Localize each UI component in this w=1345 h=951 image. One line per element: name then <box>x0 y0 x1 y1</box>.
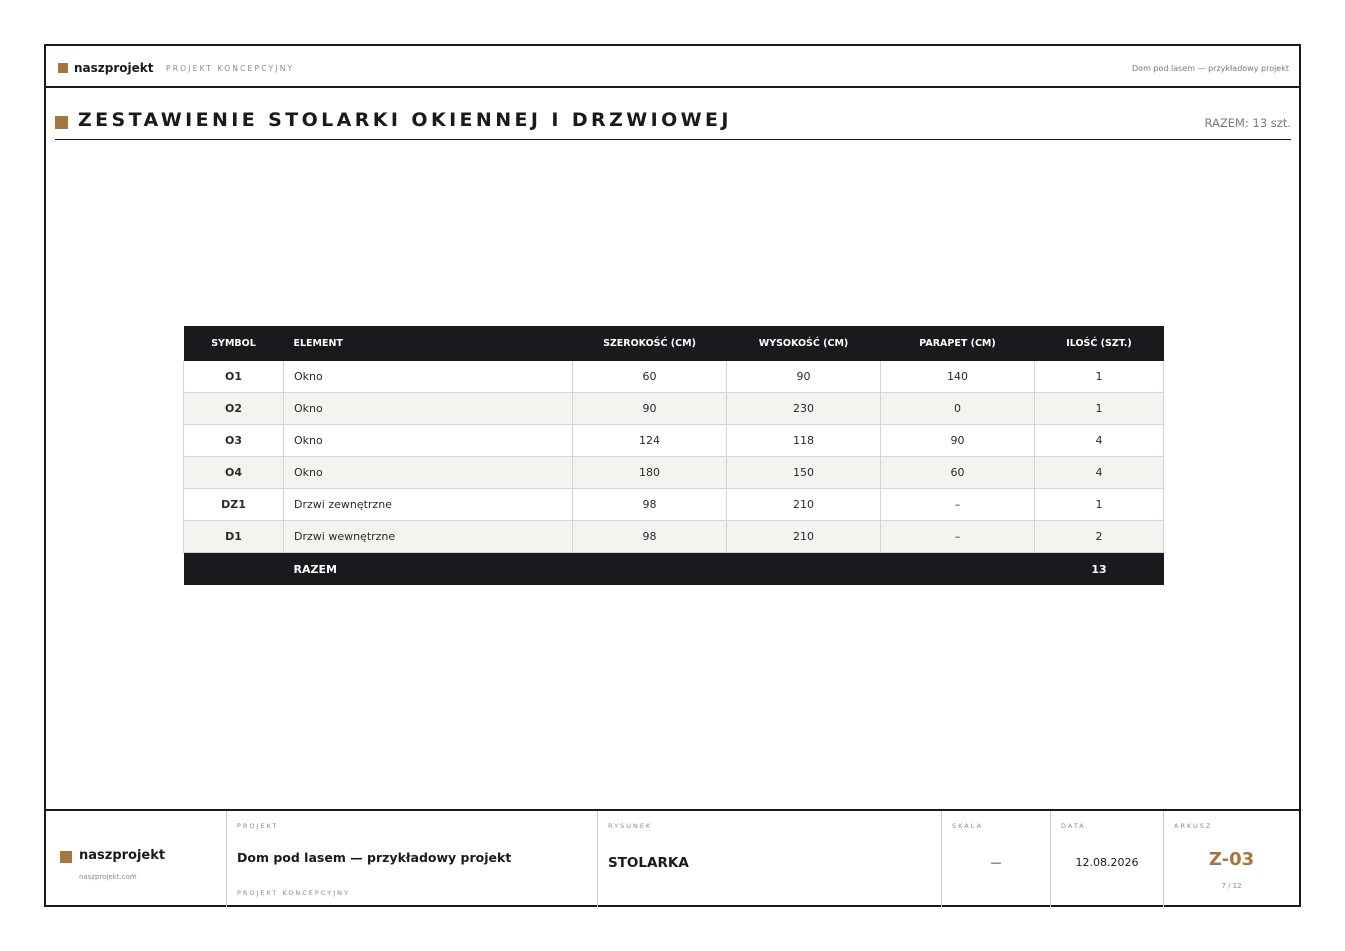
cell-sill: – <box>881 521 1035 553</box>
cell-qty: 1 <box>1035 393 1164 425</box>
cell-width: 60 <box>573 361 727 393</box>
cell-height: 90 <box>727 361 881 393</box>
total-empty-cell <box>881 553 1035 586</box>
project-name: Dom pod lasem — przykładowy projekt <box>237 850 512 865</box>
table-row <box>184 425 1164 457</box>
project-label: PROJEKT <box>237 822 279 830</box>
title-marker-icon <box>55 116 68 129</box>
table-header-row <box>184 326 1164 361</box>
cell-qty: 4 <box>1035 457 1164 489</box>
cell-sill: 140 <box>881 361 1035 393</box>
cell-qty: 4 <box>1035 425 1164 457</box>
column-header: ELEMENT <box>284 326 573 361</box>
cell-symbol: O1 <box>184 361 284 393</box>
column-header: WYSOKOŚĆ (CM) <box>727 326 881 361</box>
title-block-project-cell <box>227 811 598 907</box>
cell-sill: 60 <box>881 457 1035 489</box>
drawing-label: RYSUNEK <box>608 822 653 830</box>
title-block-sheet-cell <box>1164 811 1299 907</box>
column-header: ILOŚĆ (SZT.) <box>1035 326 1164 361</box>
scale-value: — <box>990 856 1002 869</box>
title-block-brand-cell <box>46 811 227 907</box>
joinery-schedule-table <box>183 326 1164 585</box>
total-label: RAZEM <box>284 553 573 586</box>
cell-symbol: DZ1 <box>184 489 284 521</box>
cell-height: 210 <box>727 489 881 521</box>
cell-element: Drzwi zewnętrzne <box>284 489 573 521</box>
cell-element: Okno <box>284 457 573 489</box>
cell-sill: 0 <box>881 393 1035 425</box>
column-header: PARAPET (CM) <box>881 326 1035 361</box>
title-block <box>46 809 1299 907</box>
total-empty-cell <box>573 553 727 586</box>
date-value: 12.08.2026 <box>1075 856 1139 869</box>
cell-height: 118 <box>727 425 881 457</box>
brand-logo-icon <box>58 63 68 73</box>
sheet-pages: 7 / 12 <box>1221 882 1242 890</box>
scale-label: SKALA <box>952 822 983 830</box>
drawing-name: STOLARKA <box>608 855 689 871</box>
sheet-label: ARKUSZ <box>1174 822 1213 830</box>
cell-element: Okno <box>284 425 573 457</box>
title-block-brand: naszprojekt <box>79 848 166 863</box>
table-row <box>184 489 1164 521</box>
title-block-scale-cell <box>942 811 1051 907</box>
cell-width: 98 <box>573 489 727 521</box>
total-qty: 13 <box>1035 553 1164 586</box>
cell-symbol: O4 <box>184 457 284 489</box>
column-header: SZEROKOŚĆ (CM) <box>573 326 727 361</box>
header-project-name: Dom pod lasem — przykładowy projekt <box>1132 64 1289 73</box>
cell-height: 150 <box>727 457 881 489</box>
top-header <box>46 46 1299 88</box>
sheet-number: Z-03 <box>1208 849 1255 870</box>
cell-qty: 2 <box>1035 521 1164 553</box>
page-title: ZESTAWIENIE STOLARKI OKIENNEJ I DRZWIOWEJ <box>78 109 732 131</box>
header-subtitle: PROJEKT KONCEPCYJNY <box>166 64 295 73</box>
cell-element: Okno <box>284 393 573 425</box>
title-divider <box>55 139 1291 140</box>
table-row <box>184 521 1164 553</box>
cell-height: 210 <box>727 521 881 553</box>
cell-element: Okno <box>284 361 573 393</box>
cell-symbol: D1 <box>184 521 284 553</box>
table-row <box>184 393 1164 425</box>
cell-qty: 1 <box>1035 489 1164 521</box>
cell-sill: – <box>881 489 1035 521</box>
cell-symbol: O2 <box>184 393 284 425</box>
header-brand: naszprojekt <box>74 61 154 75</box>
project-subtitle: PROJEKT KONCEPCYJNY <box>237 889 350 897</box>
title-block-date-cell <box>1051 811 1164 907</box>
cell-width: 98 <box>573 521 727 553</box>
total-empty-cell <box>184 553 284 586</box>
drawing-sheet <box>44 44 1301 907</box>
title-block-url: naszprojekt.com <box>79 873 137 881</box>
table-row <box>184 457 1164 489</box>
cell-symbol: O3 <box>184 425 284 457</box>
title-total: RAZEM: 13 szt. <box>1204 116 1291 130</box>
date-label: DATA <box>1061 822 1086 830</box>
cell-height: 230 <box>727 393 881 425</box>
cell-width: 90 <box>573 393 727 425</box>
total-empty-cell <box>727 553 881 586</box>
brand-logo-icon <box>60 851 72 863</box>
cell-sill: 90 <box>881 425 1035 457</box>
cell-width: 124 <box>573 425 727 457</box>
cell-width: 180 <box>573 457 727 489</box>
column-header: SYMBOL <box>184 326 284 361</box>
table-total-row <box>184 553 1164 586</box>
title-block-drawing-cell <box>598 811 942 907</box>
table-row <box>184 361 1164 393</box>
cell-qty: 1 <box>1035 361 1164 393</box>
cell-element: Drzwi wewnętrzne <box>284 521 573 553</box>
